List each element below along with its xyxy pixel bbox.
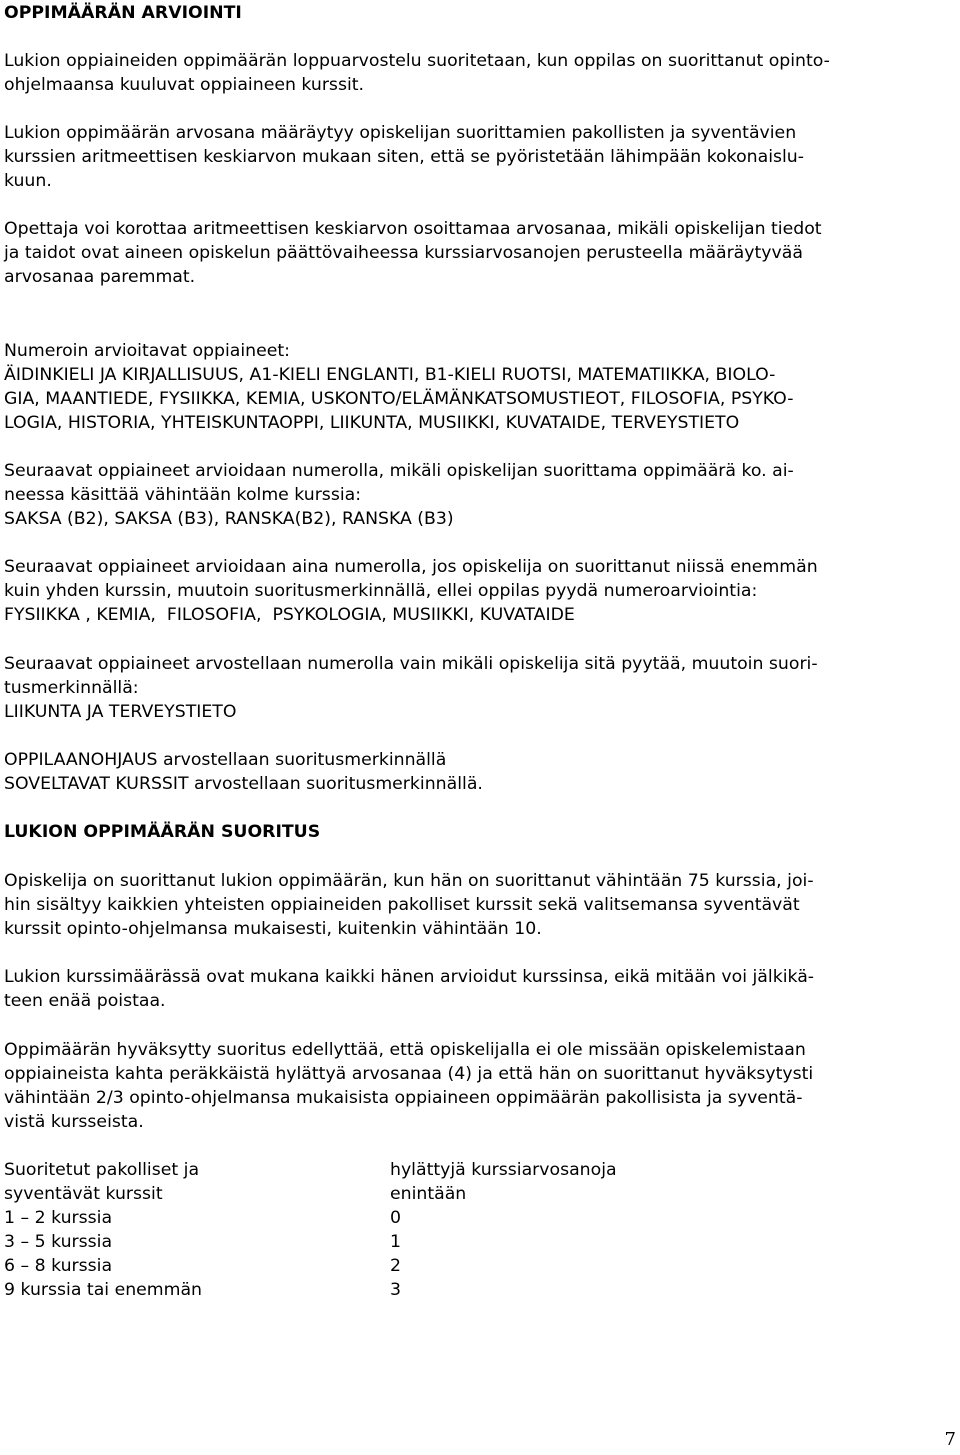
table-header-courses: Suoritetut pakolliset ja bbox=[4, 1160, 200, 1180]
text-line: Seuraavat oppiaineet arvostellaan numerolla vain mikäli opiskelija sitä pyytää, muutoin suori- bbox=[4, 654, 818, 674]
page-number: 7 bbox=[944, 1429, 956, 1450]
text-line: Seuraavat oppiaineet arvioidaan aina numerolla, jos opiskelija on suorittanut niissä enemmän bbox=[4, 557, 818, 577]
text-line: Lukion oppimäärän arvosana määräytyy opiskelijan suorittamien pakollisten ja syventävien bbox=[4, 123, 797, 143]
section-heading: LUKION OPPIMÄÄRÄN SUORITUS bbox=[4, 822, 321, 842]
table-cell-courses: 9 kurssia tai enemmän bbox=[4, 1280, 202, 1300]
text-line: Numeroin arvioitavat oppiaineet: bbox=[4, 341, 290, 361]
table-cell-courses: 1 – 2 kurssia bbox=[4, 1208, 113, 1228]
text-line: Oppimäärän hyväksytty suoritus edellyttää, että opiskelijalla ei ole missään opiskelemistaan bbox=[4, 1040, 806, 1060]
text-line: vähintään 2/3 opinto-ohjelmansa mukaisista oppiaineen oppimäärän pakollisista ja syventä- bbox=[4, 1088, 803, 1108]
text-line: Opettaja voi korottaa aritmeettisen keskiarvon osoittamaa arvosanaa, mikäli opiskelijan tiedot bbox=[4, 219, 822, 239]
text-line: SAKSA (B2), SAKSA (B3), RANSKA(B2), RANSKA (B3) bbox=[4, 509, 454, 529]
text-line: OPPILAANOHJAUS arvostellaan suoritusmerkinnällä bbox=[4, 750, 447, 770]
text-line: vistä kursseista. bbox=[4, 1112, 144, 1132]
text-line: arvosanaa paremmat. bbox=[4, 267, 196, 287]
text-line: kurssit opinto-ohjelmansa mukaisesti, kuitenkin vähintään 10. bbox=[4, 919, 542, 939]
text-line: Seuraavat oppiaineet arvioidaan numerolla, mikäli opiskelijan suorittama oppimäärä ko. ai- bbox=[4, 461, 794, 481]
text-line: hin sisältyy kaikkien yhteisten oppiaineiden pakolliset kurssit sekä valitsemansa syventävät bbox=[4, 895, 800, 915]
text-line: neessa käsittää vähintään kolme kurssia: bbox=[4, 485, 362, 505]
table-cell-courses: 3 – 5 kurssia bbox=[4, 1232, 113, 1252]
text-line: LIIKUNTA JA TERVEYSTIETO bbox=[4, 702, 237, 722]
text-line: Lukion oppiaineiden oppimäärän loppuarvostelu suoritetaan, kun oppilas on suorittanut opinto- bbox=[4, 51, 830, 71]
text-line: teen enää poistaa. bbox=[4, 991, 166, 1011]
text-line: FYSIIKKA , KEMIA, FILOSOFIA, PSYKOLOGIA, MUSIIKKI, KUVATAIDE bbox=[4, 605, 575, 625]
table-header-courses: syventävät kurssit bbox=[4, 1184, 163, 1204]
table-cell-max-failed: 0 bbox=[390, 1208, 401, 1228]
table-cell-max-failed: 2 bbox=[390, 1256, 401, 1276]
table-header-max-failed: hylättyjä kurssiarvosanoja bbox=[390, 1160, 617, 1180]
text-line: LOGIA, HISTORIA, YHTEISKUNTAOPPI, LIIKUNTA, MUSIIKKI, KUVATAIDE, TERVEYSTIETO bbox=[4, 413, 740, 433]
text-line: SOVELTAVAT KURSSIT arvostellaan suoritusmerkinnällä. bbox=[4, 774, 483, 794]
text-line: ja taidot ovat aineen opiskelun päättövaiheessa kurssiarvosanojen perusteella määräytyvää bbox=[4, 243, 803, 263]
text-line: oppiaineista kahta peräkkäistä hylättyä arvosanaa (4) ja että hän on suorittanut hyväksytysti bbox=[4, 1064, 814, 1084]
text-line: GIA, MAANTIEDE, FYSIIKKA, KEMIA, USKONTO/ELÄMÄNKATSOMUSTIEOT, FILOSOFIA, PSYKO- bbox=[4, 389, 794, 409]
text-line: ohjelmaansa kuuluvat oppiaineen kurssit. bbox=[4, 75, 365, 95]
table-cell-courses: 6 – 8 kurssia bbox=[4, 1256, 113, 1276]
text-line: kurssien aritmeettisen keskiarvon mukaan siten, että se pyöristetään lähimpään kokonaislu- bbox=[4, 147, 804, 167]
table-header-max-failed: enintään bbox=[390, 1184, 467, 1204]
text-line: kuin yhden kurssin, muutoin suoritusmerkinnällä, ellei oppilas pyydä numeroarviointia: bbox=[4, 581, 758, 601]
text-line: Lukion kurssimäärässä ovat mukana kaikki hänen arvioidut kurssinsa, eikä mitään voi jälkikä- bbox=[4, 967, 815, 987]
text-line: ÄIDINKIELI JA KIRJALLISUUS, A1-KIELI ENGLANTI, B1-KIELI RUOTSI, MATEMATIIKKA, BIOLO- bbox=[4, 365, 776, 385]
section-heading: OPPIMÄÄRÄN ARVIOINTI bbox=[4, 3, 242, 23]
table-cell-max-failed: 3 bbox=[390, 1280, 401, 1300]
text-line: Opiskelija on suorittanut lukion oppimäärän, kun hän on suorittanut vähintään 75 kurssia, joi- bbox=[4, 871, 814, 891]
text-line: kuun. bbox=[4, 171, 52, 191]
table-cell-max-failed: 1 bbox=[390, 1232, 401, 1252]
text-line: tusmerkinnällä: bbox=[4, 678, 139, 698]
